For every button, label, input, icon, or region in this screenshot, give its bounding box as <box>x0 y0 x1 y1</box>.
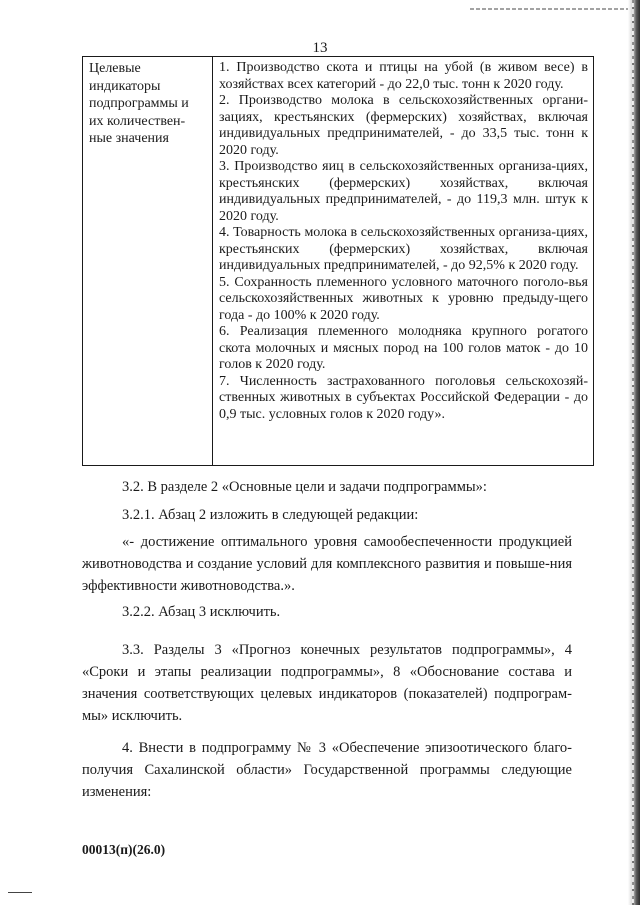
table-right-cell <box>213 57 593 465</box>
indicator-item: 5. Сохранность племенного условного маточного поголо-вья сельскохозяйственных животных к уровню предыду-щего года - до 100% к 2020 году. <box>219 274 588 323</box>
indicator-item: 2. Производство молока в сельскохозяйственных органи-зациях, крестьянских (фермерских) хозяйствах, включая индивидуальных предпринимателей, - до 33,5 тыс. тонн к 2020 году. <box>219 93 588 158</box>
indicator-item: 4. Товарность молока в сельскохозяйственных организа-циях, крестьянских (фермерских) хозяйствах, включая индивидуальных предпринимателей, - до 92,5% к 2020 году. <box>219 225 588 273</box>
bottom-margin-mark <box>8 892 32 893</box>
scan-top-rule <box>470 8 630 10</box>
paragraph-quote: «- достижение оптимального уровня самообеспеченности продукцией животноводства и создание условий для комплексного развития и повыше-ния эффективности животноводства.». <box>82 534 572 594</box>
target-indicators-table <box>82 56 594 466</box>
table-left-cell: Целевые индикаторы подпрограммы и их количествен-ные значения <box>83 57 213 465</box>
paragraph-3-3: 3.3. Разделы 3 «Прогноз конечных результатов подпрограммы», 4 «Сроки и этапы реализации подпрограммы», 8 «Обоснование состава и значения соответствующих целевых индикаторов (показателей) подпрограм-мы» исключить. <box>82 642 572 724</box>
document-code: 00013(п)(26.0) <box>82 842 166 857</box>
indicator-item: 6. Реализация племенного молодняка крупного рогатого скота молочных и мясных пород на 100 голов маток - до 10 голов к 2020 году. <box>219 324 588 372</box>
indicator-item: 3. Производство яиц в сельскохозяйственных организа-циях, крестьянских (фермерских) хозяйствах, включая индивидуальных предпринимателей, - до 119,3 млн. штук к 2020 году. <box>219 159 588 224</box>
indicator-item: 1. Производство скота и птицы на убой (в живом весе) в хозяйствах всех категорий - до 22,0 тыс. тонн к 2020 году. <box>219 60 588 92</box>
paragraph-3-2-1: 3.2.1. Абзац 2 изложить в следующей редакции: <box>122 507 419 523</box>
page-number: 13 <box>312 40 328 56</box>
indicator-item: 7. Численность застрахованного поголовья сельскохозяй-ственных животных в субъектах Российской Федерации - до 0,9 тыс. условных голов к 2020 году». <box>219 373 588 422</box>
paragraph-3-2-2: 3.2.2. Абзац 3 исключить. <box>122 604 281 620</box>
paragraph-4: 4. Внести в подпрограмму № 3 «Обеспечение эпизоотического благо-получия Сахалинской области» Государственной программы следующие изменения: <box>82 740 572 800</box>
scan-edge-shadow <box>628 0 640 905</box>
paragraph-3-2: 3.2. В разделе 2 «Основные цели и задачи подпрограммы»: <box>122 479 487 495</box>
